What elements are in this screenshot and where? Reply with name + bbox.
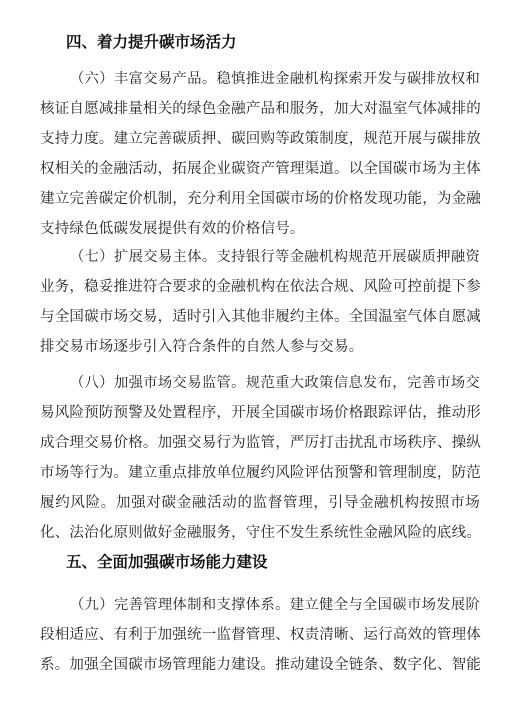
paragraph-line: 业务，稳妥推进符合要求的金融机构在依法合规、风险可控前提下参 xyxy=(40,279,481,295)
paragraph-line: 权相关的金融活动，拓展企业碳资产管理渠道。以全国碳市场为主体 xyxy=(40,161,481,177)
paragraph-line: 核证自愿减排量相关的绿色金融产品和服务，加大对温室气体减排的 xyxy=(40,101,481,117)
paragraph-line: （八）加强市场交易监管。规范重大政策信息发布，完善市场交 xyxy=(70,375,480,391)
paragraph-8 xyxy=(40,368,480,548)
paragraph-7 xyxy=(40,242,480,362)
paragraph-line: 排交易市场逐步引入符合条件的自然人参与交易。 xyxy=(40,339,364,355)
section-heading-5: 五、全面加强碳市场能力建设 xyxy=(66,553,268,571)
paragraph-line: 段相适应、有利于加强统一监督管理、权责清晰、运行高效的管理体 xyxy=(40,627,481,643)
section-heading-4: 四、着力提升碳市场活力 xyxy=(66,33,237,51)
paragraph-line: 成合理交易价格。加强交易行为监管，严厉打击扰乱市场秩序、操纵 xyxy=(40,435,481,451)
paragraph-line: （九）完善管理体制和支撑体系。建立健全与全国碳市场发展阶 xyxy=(70,597,480,613)
paragraph-line: 与全国碳市场交易，适时引入其他非履约主体。全国温室气体自愿减 xyxy=(40,309,481,325)
paragraph-line: 易风险预防预警及处置程序，开展全国碳市场价格跟踪评估，推动形 xyxy=(40,405,481,421)
paragraph-line: 建立完善碳定价机制，充分利用全国碳市场的价格发现功能，为金融 xyxy=(40,191,481,207)
paragraph-line: 支持绿色低碳发展提供有效的价格信号。 xyxy=(40,221,305,237)
paragraph-line: 系。加强全国碳市场管理能力建设。推动建设全链条、数字化、智能 xyxy=(40,657,481,673)
paragraph-line: 化、法治化原则做好金融服务，守住不发生系统性金融风险的底线。 xyxy=(40,525,481,541)
paragraph-line: 支持力度。建立完善碳质押、碳回购等政策制度，规范开展与碳排放 xyxy=(40,131,481,147)
paragraph-6 xyxy=(40,64,480,244)
paragraph-line: 市场等行为。建立重点排放单位履约风险评估预警和管理制度，防范 xyxy=(40,465,481,481)
paragraph-9 xyxy=(40,590,480,680)
paragraph-line: 履约风险。加强对碳金融活动的监督管理，引导金融机构按照市场 xyxy=(40,495,480,511)
paragraph-line: （七）扩展交易主体。支持银行等金融机构规范开展碳质押融资 xyxy=(70,249,480,265)
paragraph-line: （六）丰富交易产品。稳慎推进金融机构探索开发与碳排放权和 xyxy=(70,71,480,87)
